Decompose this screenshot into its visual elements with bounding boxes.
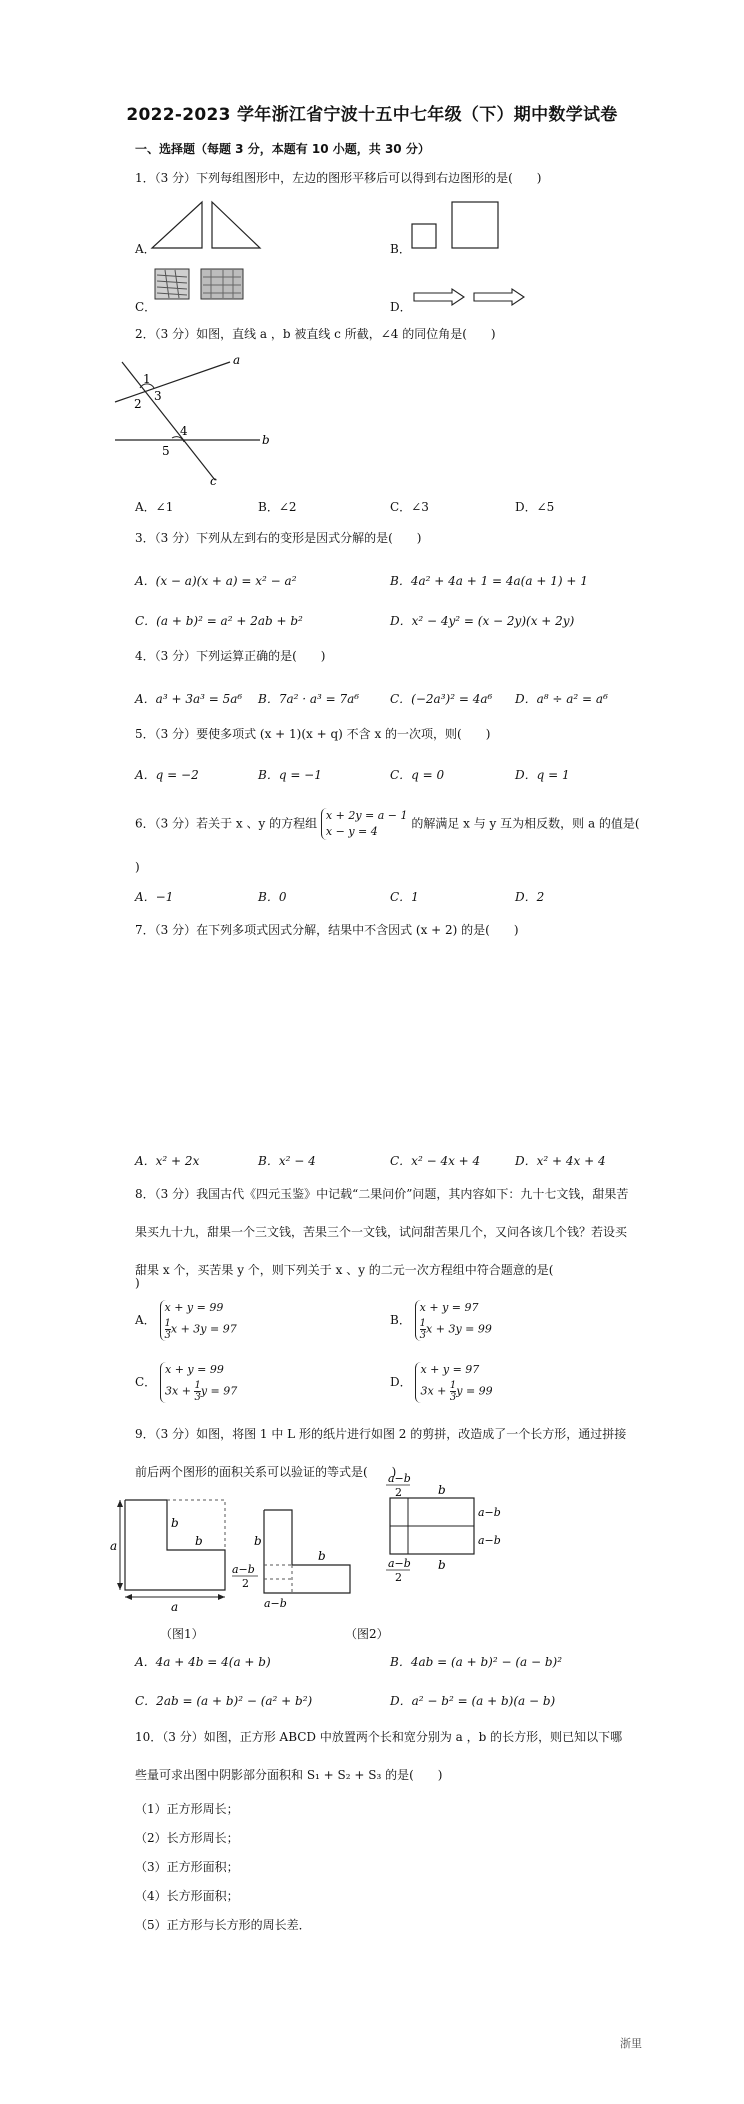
q9-option-a[interactable]: A．4a + 4b = 4(a + b) [135, 1655, 271, 1669]
q3-option-c[interactable]: C．(a + b)² = a² + 2ab + b² [135, 614, 303, 628]
q2-label-2: 2 [134, 397, 142, 411]
q5-option-c[interactable]: C．q = 0 [390, 768, 445, 782]
q9-figure-2-right [380, 1470, 520, 1610]
q10-item-1: （1）正方形周长； [135, 1802, 239, 1816]
q6-option-b[interactable]: B．0 [258, 890, 287, 904]
q9-fig2r-label-amb-top: a−b [388, 1472, 411, 1485]
q8-option-c[interactable] [135, 1362, 237, 1403]
q1-stem: 1．（3 分）下列每组图形中，左边的图形平移后可以得到右边图形的是( ) [135, 171, 542, 185]
q8-option-b-label: B． [390, 1313, 411, 1327]
q8-d-eq1: x + y = 97 [420, 1363, 480, 1376]
q6-eq2: x − y = 4 [325, 825, 378, 838]
q3-option-a[interactable]: A．(x − a)(x + a) = x² − a² [135, 574, 297, 588]
q9-fig2r-label-amb-1: a−b [478, 1506, 501, 1519]
q1-figure-c [153, 265, 253, 301]
page-title: 2022-2023 学年浙江省宁波十五中七年级（下）期中数学试卷 [126, 105, 618, 125]
q9-fig2-label-amb-left: a−b [232, 1563, 255, 1576]
q2-label-3: 3 [154, 389, 162, 403]
q1-option-d[interactable]: D． [390, 300, 412, 314]
q2-label-a: a [233, 353, 241, 367]
q7-option-d[interactable]: D．x² + 4x + 4 [515, 1154, 606, 1168]
q4-option-d[interactable]: D．a⁸ ÷ a² = a⁶ [515, 692, 608, 706]
q9-stem: 9．（3 分）如图，将图 1 中 L 形的纸片进行如图 2 的剪拼，改造成了一个长方形，通过拼接前后两个图形的面积关系可以验证的等式是( ) [135, 1427, 627, 1479]
q9-fig2r-label-2-bottom: 2 [395, 1571, 402, 1584]
q7-stem: 7．（3 分）在下列多项式因式分解，结果中不含因式 (x + 2) 的是( ) [135, 923, 519, 937]
q9-fig2r-label-b-top: b [438, 1483, 446, 1497]
q8-a-eq2: x + 3y = 97 [170, 1322, 237, 1336]
q9-figure-1 [110, 1495, 235, 1614]
q6-eq1: x + 2y = a − 1 [325, 809, 408, 822]
q9-fig2-label-b-left: b [254, 1534, 262, 1548]
q9-fig1-caption: （图1） [160, 1627, 204, 1641]
q5-option-b[interactable]: B．q = −1 [258, 768, 322, 782]
q8-option-c-system: x + y = 99 3x + $\frac{1}{3}$ y = 97 [160, 1362, 237, 1403]
q8-c-eq2: y = 97 [200, 1384, 238, 1398]
q5-option-a[interactable]: A．q = −2 [135, 768, 199, 782]
q9-fig2-label-b-top: b [318, 1549, 326, 1563]
q8-c-eq1: x + y = 99 [165, 1363, 224, 1376]
q6-option-d[interactable]: D．2 [515, 890, 545, 904]
q4-option-a[interactable]: A．a³ + 3a³ = 5a⁶ [135, 692, 243, 706]
q8-b-eq1: x + y = 97 [419, 1301, 479, 1314]
q2-label-5: 5 [162, 444, 170, 458]
q3-stem: 3．（3 分）下列从左到右的变形是因式分解的是( ) [135, 531, 422, 545]
q4-option-b[interactable]: B．7a² · a³ = 7a⁶ [258, 692, 360, 706]
q2-option-a[interactable]: A．∠1 [135, 500, 174, 514]
q9-fig2-label-amb-bottom: a−b [264, 1597, 287, 1610]
q8-option-a-label: A． [135, 1313, 156, 1327]
section-heading: 一、选择题（每题 3 分，本题有 10 小题，共 30 分） [135, 142, 430, 156]
q9-fig2r-label-amb-bottom: a−b [388, 1557, 411, 1570]
q10-item-4: （4）长方形面积； [135, 1889, 239, 1903]
q2-stem: 2．（3 分）如图，直线 a ，b 被直线 c 所截，∠4 的同位角是( ) [135, 327, 496, 341]
q8-a-eq1: x + y = 99 [164, 1301, 224, 1314]
q9-fig2r-label-2-top: 2 [395, 1486, 402, 1499]
q2-label-4: 4 [180, 424, 188, 438]
q9-fig1-label-a-side: a [110, 1539, 118, 1553]
q9-fig1-label-b-top: b [195, 1534, 203, 1548]
q6-stem-pre: 6．（3 分）若关于 x 、y 的方程组 [135, 816, 318, 831]
q5-stem: 5．（3 分）要使多项式 (x + 1)(x + q) 不含 x 的一次项，则( ) [135, 727, 491, 741]
q8-option-d-label: D． [390, 1375, 412, 1389]
q8-a-fraction: $\frac{1}{3}$ [164, 1318, 171, 1341]
q6-stem-post: 的解满足 x 与 y 互为相反数，则 a 的值是( [411, 816, 640, 831]
q1-option-b[interactable]: B． [390, 242, 411, 256]
q9-fig2r-label-amb-2: a−b [478, 1534, 501, 1547]
q7-option-b[interactable]: B．x² − 4 [258, 1154, 316, 1168]
q9-option-d[interactable]: D．a² − b² = (a + b)(a − b) [390, 1694, 556, 1708]
q9-fig2-caption: （图2） [345, 1627, 389, 1641]
q6-option-c[interactable]: C．1 [390, 890, 419, 904]
q8-stem: 8．（3 分）我国古代《四元玉鉴》中记载“二果问价”问题，其内容如下：九十七文钱，甜果苦果买九十九，甜果一个三文钱，苦果三个一文钱，试问甜苦果几个，又问各该几个钱？若设买甜果 x 个，买苦果 y 个，则下列关于 x 、y 的二元一次方程组中符合题意的是( [135, 1187, 629, 1277]
q8-option-b-system [415, 1300, 492, 1341]
q9-fig2-label-2-left: 2 [242, 1577, 249, 1590]
q10-stem: 10．（3 分）如图，正方形 ABCD 中放置两个长和宽分别为 a ，b 的长方形，则已知以下哪些量可求出图中阴影部分面积和 S₁ + S₂ + S₃ 的是( ) [135, 1730, 623, 1782]
q8-option-c-label: C． [135, 1375, 157, 1389]
q1-figure-b [410, 200, 510, 252]
q10-item-2: （2）长方形周长； [135, 1831, 239, 1845]
q1-figure-d [412, 288, 542, 308]
q9-fig1-label-b-side: b [171, 1516, 179, 1530]
q8-option-d-system: x + y = 97 3x + $\frac{1}{3}$ y = 99 [415, 1362, 492, 1403]
q10-item-3: （3）正方形面积； [135, 1860, 239, 1874]
q9-fig2r-label-b-bottom: b [438, 1558, 446, 1572]
q3-option-b[interactable]: B．4a² + 4a + 1 = 4a(a + 1) + 1 [390, 574, 588, 588]
q2-label-b: b [262, 433, 270, 447]
q6-stem [135, 808, 640, 840]
q2-figure [110, 350, 280, 490]
q8-option-a-system [160, 1300, 237, 1341]
q8-c-fraction: $\frac{1}{3}$ [194, 1380, 201, 1403]
q8-d-fraction: $\frac{1}{3}$ [449, 1380, 457, 1403]
q1-option-a[interactable]: A． [135, 242, 156, 256]
q4-option-c[interactable]: C．(−2a³)² = 4a⁶ [390, 692, 493, 706]
q6-equation-system [321, 808, 408, 840]
q2-label-c: c [210, 474, 217, 488]
q8-option-b[interactable] [390, 1300, 492, 1341]
q9-figure-2-left [232, 1505, 362, 1615]
q9-option-c[interactable]: C．2ab = (a + b)² − (a² + b²) [135, 1694, 313, 1708]
q6-close: ) [135, 860, 140, 874]
q8-b-fraction: $\frac{1}{3}$ [419, 1318, 427, 1341]
q8-option-a[interactable] [135, 1300, 237, 1341]
q7-option-c[interactable]: C．x² − 4x + 4 [390, 1154, 481, 1168]
q8-option-d[interactable] [390, 1362, 493, 1403]
q7-option-a[interactable]: A．x² + 2x [135, 1154, 200, 1168]
q2-label-1: 1 [143, 372, 151, 386]
q2-option-b[interactable]: B．∠2 [258, 500, 297, 514]
q2-option-d[interactable]: D．∠5 [515, 500, 555, 514]
q1-option-c[interactable]: C． [135, 300, 157, 314]
q8-d-eq2: y = 99 [456, 1384, 493, 1398]
q8-close: ) [135, 1276, 140, 1290]
q2-option-c[interactable]: C．∠3 [390, 500, 429, 514]
q6-option-a[interactable]: A．−1 [135, 890, 174, 904]
q5-option-d[interactable]: D．q = 1 [515, 768, 570, 782]
page-footer: 浙里 [620, 2037, 642, 2050]
q9-fig1-label-a-bottom: a [171, 1600, 179, 1614]
q10-item-5: （5）正方形与长方形的周长差． [135, 1918, 311, 1932]
q1-figure-a [150, 200, 270, 252]
q9-option-b[interactable]: B．4ab = (a + b)² − (a − b)² [390, 1655, 563, 1669]
q3-option-d[interactable]: D．x² − 4y² = (x − 2y)(x + 2y) [390, 614, 575, 628]
q8-b-eq2: x + 3y = 99 [426, 1322, 492, 1336]
q4-stem: 4．（3 分）下列运算正确的是( ) [135, 649, 326, 663]
